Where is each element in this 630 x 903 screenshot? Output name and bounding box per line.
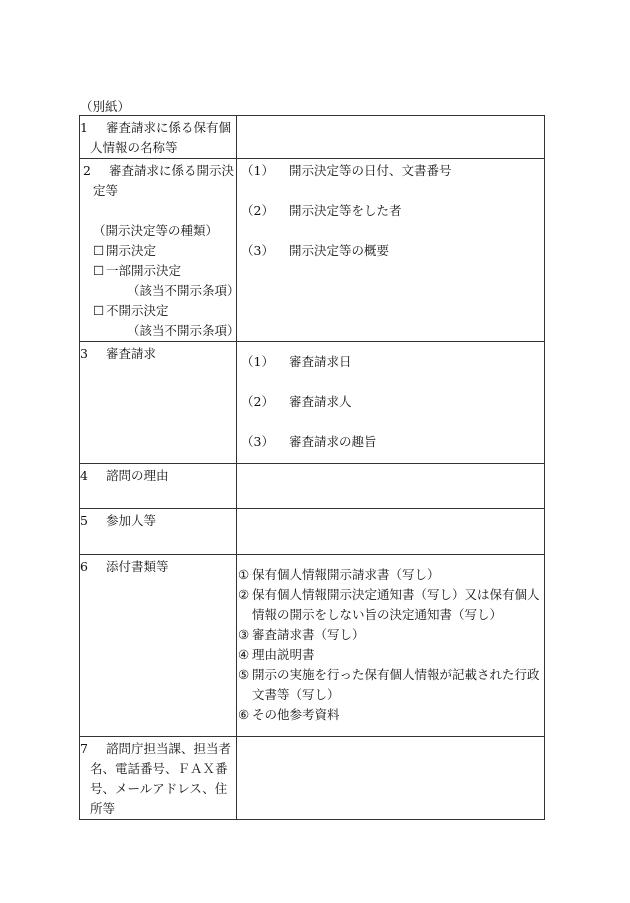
attachment-mark: ①	[238, 567, 250, 582]
request-item	[241, 352, 541, 372]
row-5-title: 参加人等	[106, 513, 157, 528]
row-1	[80, 116, 545, 159]
row-2-heading-cell	[80, 159, 240, 342]
attachment-item	[238, 565, 541, 585]
row-2-heading	[83, 161, 234, 201]
row-5-heading	[80, 509, 236, 531]
disclosure-item	[241, 241, 541, 261]
row-2-title: 審査請求に係る開示決定等	[93, 163, 235, 198]
item-text: 審査請求人	[289, 394, 352, 409]
attachment-mark: ④	[238, 647, 250, 662]
row-3	[80, 342, 545, 464]
row-2-number: 2	[83, 163, 91, 178]
disclosure-kind-heading: （開示決定等の種類）	[93, 223, 219, 238]
row-1-heading-cell	[80, 116, 237, 159]
row-7	[80, 737, 545, 820]
row-2-items	[237, 159, 544, 261]
row-2	[80, 159, 545, 342]
row-1-content-cell[interactable]	[237, 116, 545, 159]
row-3-items	[237, 342, 544, 452]
option-partial-disclosure[interactable]	[83, 261, 234, 281]
row-7-content-cell[interactable]	[237, 737, 545, 820]
row-6-title: 添付書類等	[106, 559, 169, 574]
row-6-heading-cell	[80, 555, 237, 737]
row-2-heading-block	[80, 159, 240, 341]
row-3-heading-cell	[80, 342, 237, 464]
disclosure-item	[241, 161, 541, 181]
option-disclosure[interactable]	[83, 241, 234, 261]
item-text: 審査請求の趣旨	[289, 434, 377, 449]
row-4	[80, 464, 545, 509]
attachment-text: 理由説明書	[252, 647, 315, 662]
row-2-content-cell[interactable]	[237, 159, 545, 342]
row-6	[80, 555, 545, 737]
consultation-form-table	[79, 115, 545, 820]
item-number: （3）	[241, 243, 274, 258]
item-text: 審査請求日	[289, 354, 352, 369]
row-7-title: 諮問庁担当課、担当者名、電話番号、ＦＡＸ番号、メールアドレス、住所等	[90, 741, 232, 816]
row-6-content-cell[interactable]	[237, 555, 545, 737]
attachment-text: 開示の実施を行った保有個人情報が記載された行政文書等（写し）	[252, 667, 540, 702]
option-non-disclosure[interactable]	[83, 301, 234, 321]
attachment-text: その他参考資料	[252, 707, 340, 722]
checkbox-icon[interactable]: ☐	[93, 243, 105, 258]
row-1-number: 1	[80, 120, 88, 135]
option-label: 不開示決定	[106, 303, 169, 318]
option-label: 開示決定	[106, 243, 157, 258]
attachment-mark: ⑥	[238, 707, 250, 722]
option-label: 一部開示決定	[106, 263, 182, 278]
row-1-title: 審査請求に係る保有個人情報の名称等	[90, 120, 232, 155]
row-4-number: 4	[80, 468, 88, 483]
checkbox-icon[interactable]: ☐	[93, 303, 105, 318]
request-item	[241, 392, 541, 412]
item-number: （1）	[241, 163, 274, 178]
row-3-content-cell[interactable]	[237, 342, 545, 464]
item-text: 開示決定等をした者	[289, 203, 402, 218]
row-5-content-cell[interactable]	[237, 509, 545, 555]
item-number: （2）	[241, 203, 274, 218]
row-4-heading-cell	[80, 464, 237, 509]
attachment-mark: ②	[238, 587, 250, 602]
row-3-heading	[80, 342, 236, 364]
row-6-number: 6	[80, 559, 88, 574]
row-7-number: 7	[80, 741, 88, 756]
row-4-title: 諮問の理由	[106, 468, 169, 483]
attachment-item	[238, 585, 541, 625]
attachment-text: 保有個人情報開示請求書（写し）	[252, 567, 440, 582]
item-number: （2）	[241, 394, 274, 409]
request-item	[241, 432, 541, 452]
row-5-number: 5	[80, 513, 88, 528]
row-5-heading-cell	[80, 509, 237, 555]
attachment-item	[238, 645, 541, 665]
item-text: 開示決定等の日付、文書番号	[289, 163, 452, 178]
attachment-item	[238, 705, 541, 725]
row-4-heading	[80, 464, 236, 486]
row-4-content-cell[interactable]	[237, 464, 545, 509]
attachment-text: 審査請求書（写し）	[252, 627, 365, 642]
attachment-list	[237, 555, 544, 725]
row-7-heading	[80, 737, 236, 819]
item-text: 開示決定等の概要	[289, 243, 390, 258]
row-1-heading	[80, 116, 236, 158]
attachment-text: 保有個人情報開示決定通知書（写し）又は保有個人情報の開示をしない旨の決定通知書（写し）	[252, 587, 540, 622]
row-5	[80, 509, 545, 555]
attachment-item	[238, 665, 541, 705]
row-3-number: 3	[80, 346, 88, 361]
item-number: （3）	[241, 434, 274, 449]
option-note: （該当不開示条項）	[127, 323, 240, 338]
attachment-item	[238, 625, 541, 645]
item-number: （1）	[241, 354, 274, 369]
option-note: （該当不開示条項）	[127, 283, 240, 298]
row-6-heading	[80, 555, 236, 577]
attachment-mark: ③	[238, 627, 250, 642]
disclosure-item	[241, 201, 541, 221]
row-3-title: 審査請求	[106, 346, 157, 361]
row-7-heading-cell	[80, 737, 237, 820]
checkbox-icon[interactable]: ☐	[93, 263, 105, 278]
attachment-mark: ⑤	[238, 667, 250, 682]
attachment-label: （別紙）	[80, 99, 131, 114]
